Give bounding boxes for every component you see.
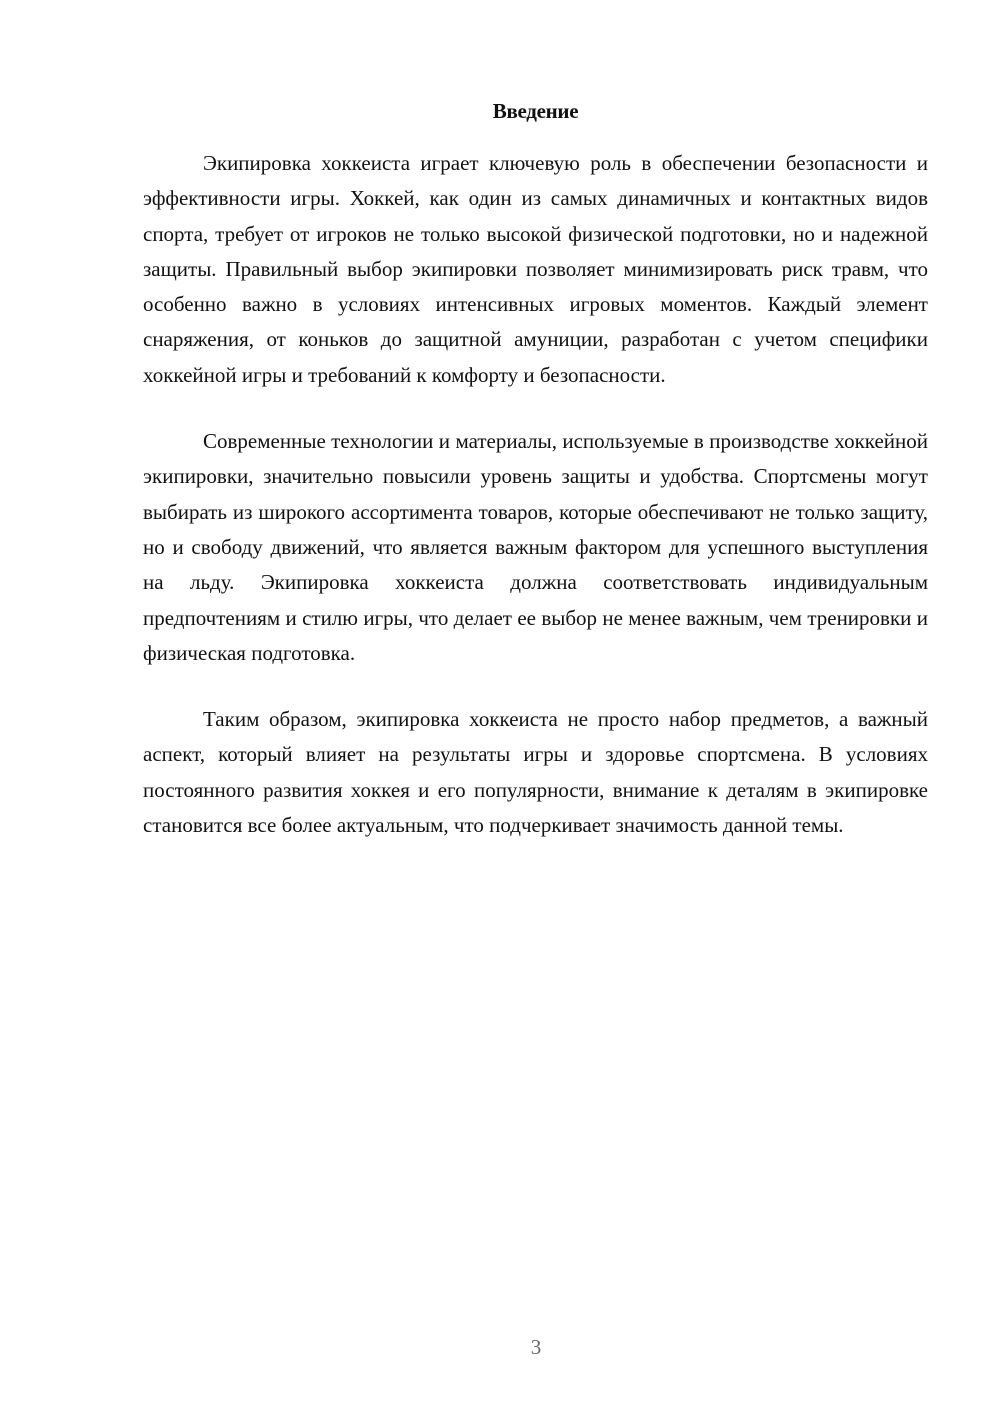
paragraph-1: Экипировка хоккеиста играет ключевую роль в обеспечении безопасности и эффективности игры. Хоккей, как один из самых динамичных и контактных видов спорта, требует от игроков не только высокой физической подготовки, но и надежной защиты. Правильный выбор экипировки позволяет минимизировать риск травм, что особенно важно в условиях интенсивных игровых моментов. Каждый элемент снаряжения, от коньков до защитной амуниции, разработан с учетом специфики хоккейной игры и требований к комфорту и безопасности.	[143, 151, 928, 387]
section-heading: Введение	[492, 99, 579, 123]
page-content	[143, 96, 928, 874]
page-number: 3	[530, 1335, 542, 1359]
paragraph-3: Таким образом, экипировка хоккеиста не просто набор предметов, а важный аспект, который влияет на результаты игры и здоровье спортсмена. В условиях постоянного развития хоккея и его популярности, внимание к деталям в экипировке становится все более актуальным, что подчеркивает значимость данной темы.	[143, 707, 928, 838]
paragraph-2: Современные технологии и материалы, используемые в производстве хоккейной экипировки, значительно повысили уровень защиты и удобства. Спортсмены могут выбирать из широкого ассортимента товаров, которые обеспечивают не только защиту, но и свободу движений, что является важным фактором для успешного выступления на льду. Экипировка хоккеиста должна соответствовать индивидуальным предпочтениям и стилю игры, что делает ее выбор не менее важным, чем тренировки и физическая подготовка.	[143, 429, 928, 665]
